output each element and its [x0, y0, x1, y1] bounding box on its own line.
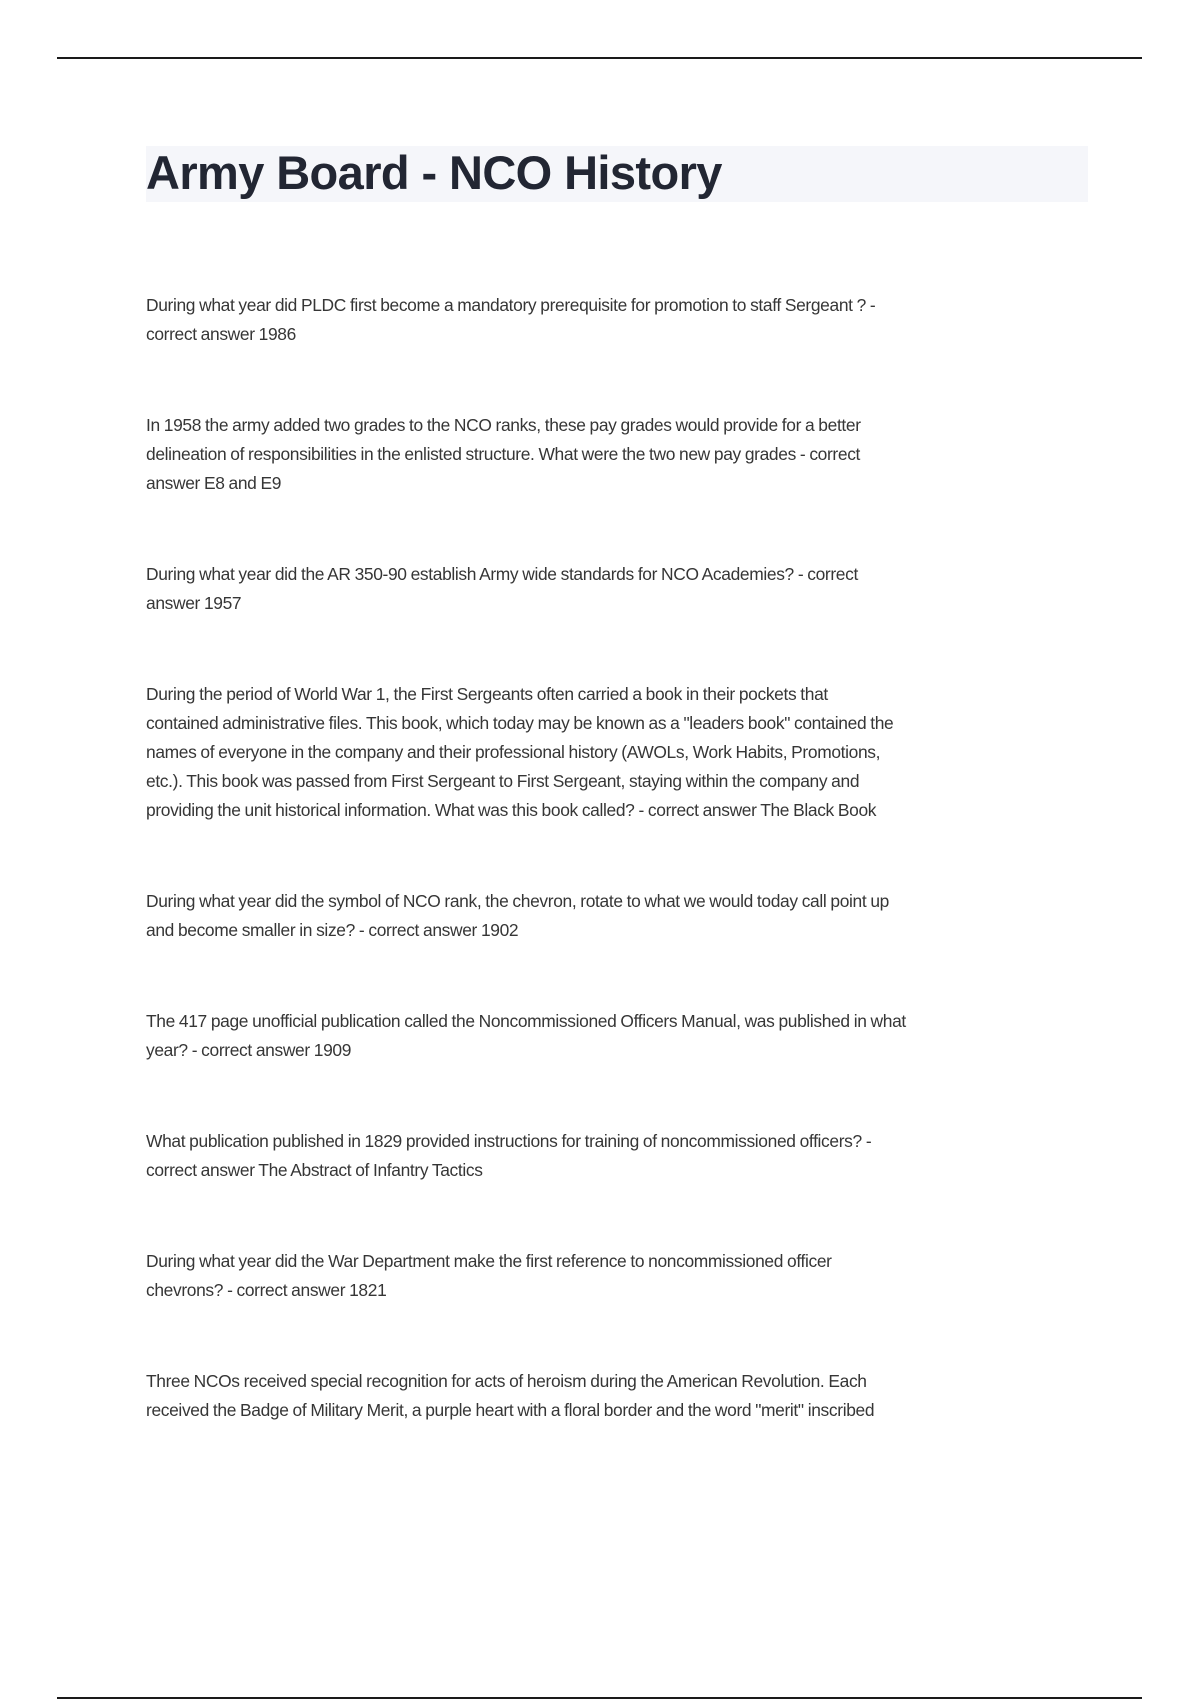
qa-line: chevrons? - correct answer 1821 — [146, 1280, 387, 1300]
qa-line: contained administrative files. This book, which today may be known as a "leaders book" contained the — [146, 713, 894, 733]
qa-line: year? - correct answer 1909 — [146, 1040, 352, 1060]
qa-item-1 — [146, 291, 1106, 349]
qa-line: answer E8 and E9 — [146, 473, 282, 493]
top-rule — [57, 57, 1142, 59]
qa-line: During what year did the AR 350-90 establish Army wide standards for NCO Academies? - correct — [146, 564, 858, 584]
qa-line: answer 1957 — [146, 593, 242, 613]
qa-line: During what year did the symbol of NCO rank, the chevron, rotate to what we would today call point up — [146, 891, 889, 911]
qa-line: During what year did PLDC first become a mandatory prerequisite for promotion to staff Sergeant ? - — [146, 295, 876, 315]
qa-line: providing the unit historical information. What was this book called? - correct answer The Black Book — [146, 800, 877, 820]
qa-item-5 — [146, 887, 1106, 945]
page-title: Army Board - NCO History — [146, 146, 722, 199]
qa-list — [146, 291, 1106, 1487]
qa-item-4 — [146, 680, 1106, 825]
qa-line: correct answer 1986 — [146, 324, 296, 344]
qa-line: During the period of World War 1, the First Sergeants often carried a book in their pockets that — [146, 684, 828, 704]
qa-line: and become smaller in size? - correct answer 1902 — [146, 920, 519, 940]
qa-line: In 1958 the army added two grades to the NCO ranks, these pay grades would provide for a better — [146, 415, 861, 435]
qa-line: correct answer The Abstract of Infantry Tactics — [146, 1160, 483, 1180]
qa-line: names of everyone in the company and their professional history (AWOLs, Work Habits, Promotions, — [146, 742, 881, 762]
qa-line: What publication published in 1829 provided instructions for training of noncommissioned officers? - — [146, 1131, 872, 1151]
qa-item-8 — [146, 1247, 1106, 1305]
qa-line: During what year did the War Department make the first reference to noncommissioned officer — [146, 1251, 832, 1271]
qa-line: received the Badge of Military Merit, a purple heart with a floral border and the word "merit" inscribed — [146, 1400, 875, 1420]
qa-item-7 — [146, 1127, 1106, 1185]
bottom-rule — [57, 1697, 1142, 1699]
qa-item-3 — [146, 560, 1106, 618]
qa-item-6 — [146, 1007, 1106, 1065]
qa-line: delineation of responsibilities in the enlisted structure. What were the two new pay grades - correct — [146, 444, 861, 464]
qa-line: etc.). This book was passed from First Sergeant to First Sergeant, staying within the company and — [146, 771, 860, 791]
qa-line: Three NCOs received special recognition for acts of heroism during the American Revolution. Each — [146, 1371, 867, 1391]
qa-item-9 — [146, 1367, 1106, 1425]
qa-item-2 — [146, 411, 1106, 498]
qa-line: The 417 page unofficial publication called the Noncommissioned Officers Manual, was published in what — [146, 1011, 906, 1031]
